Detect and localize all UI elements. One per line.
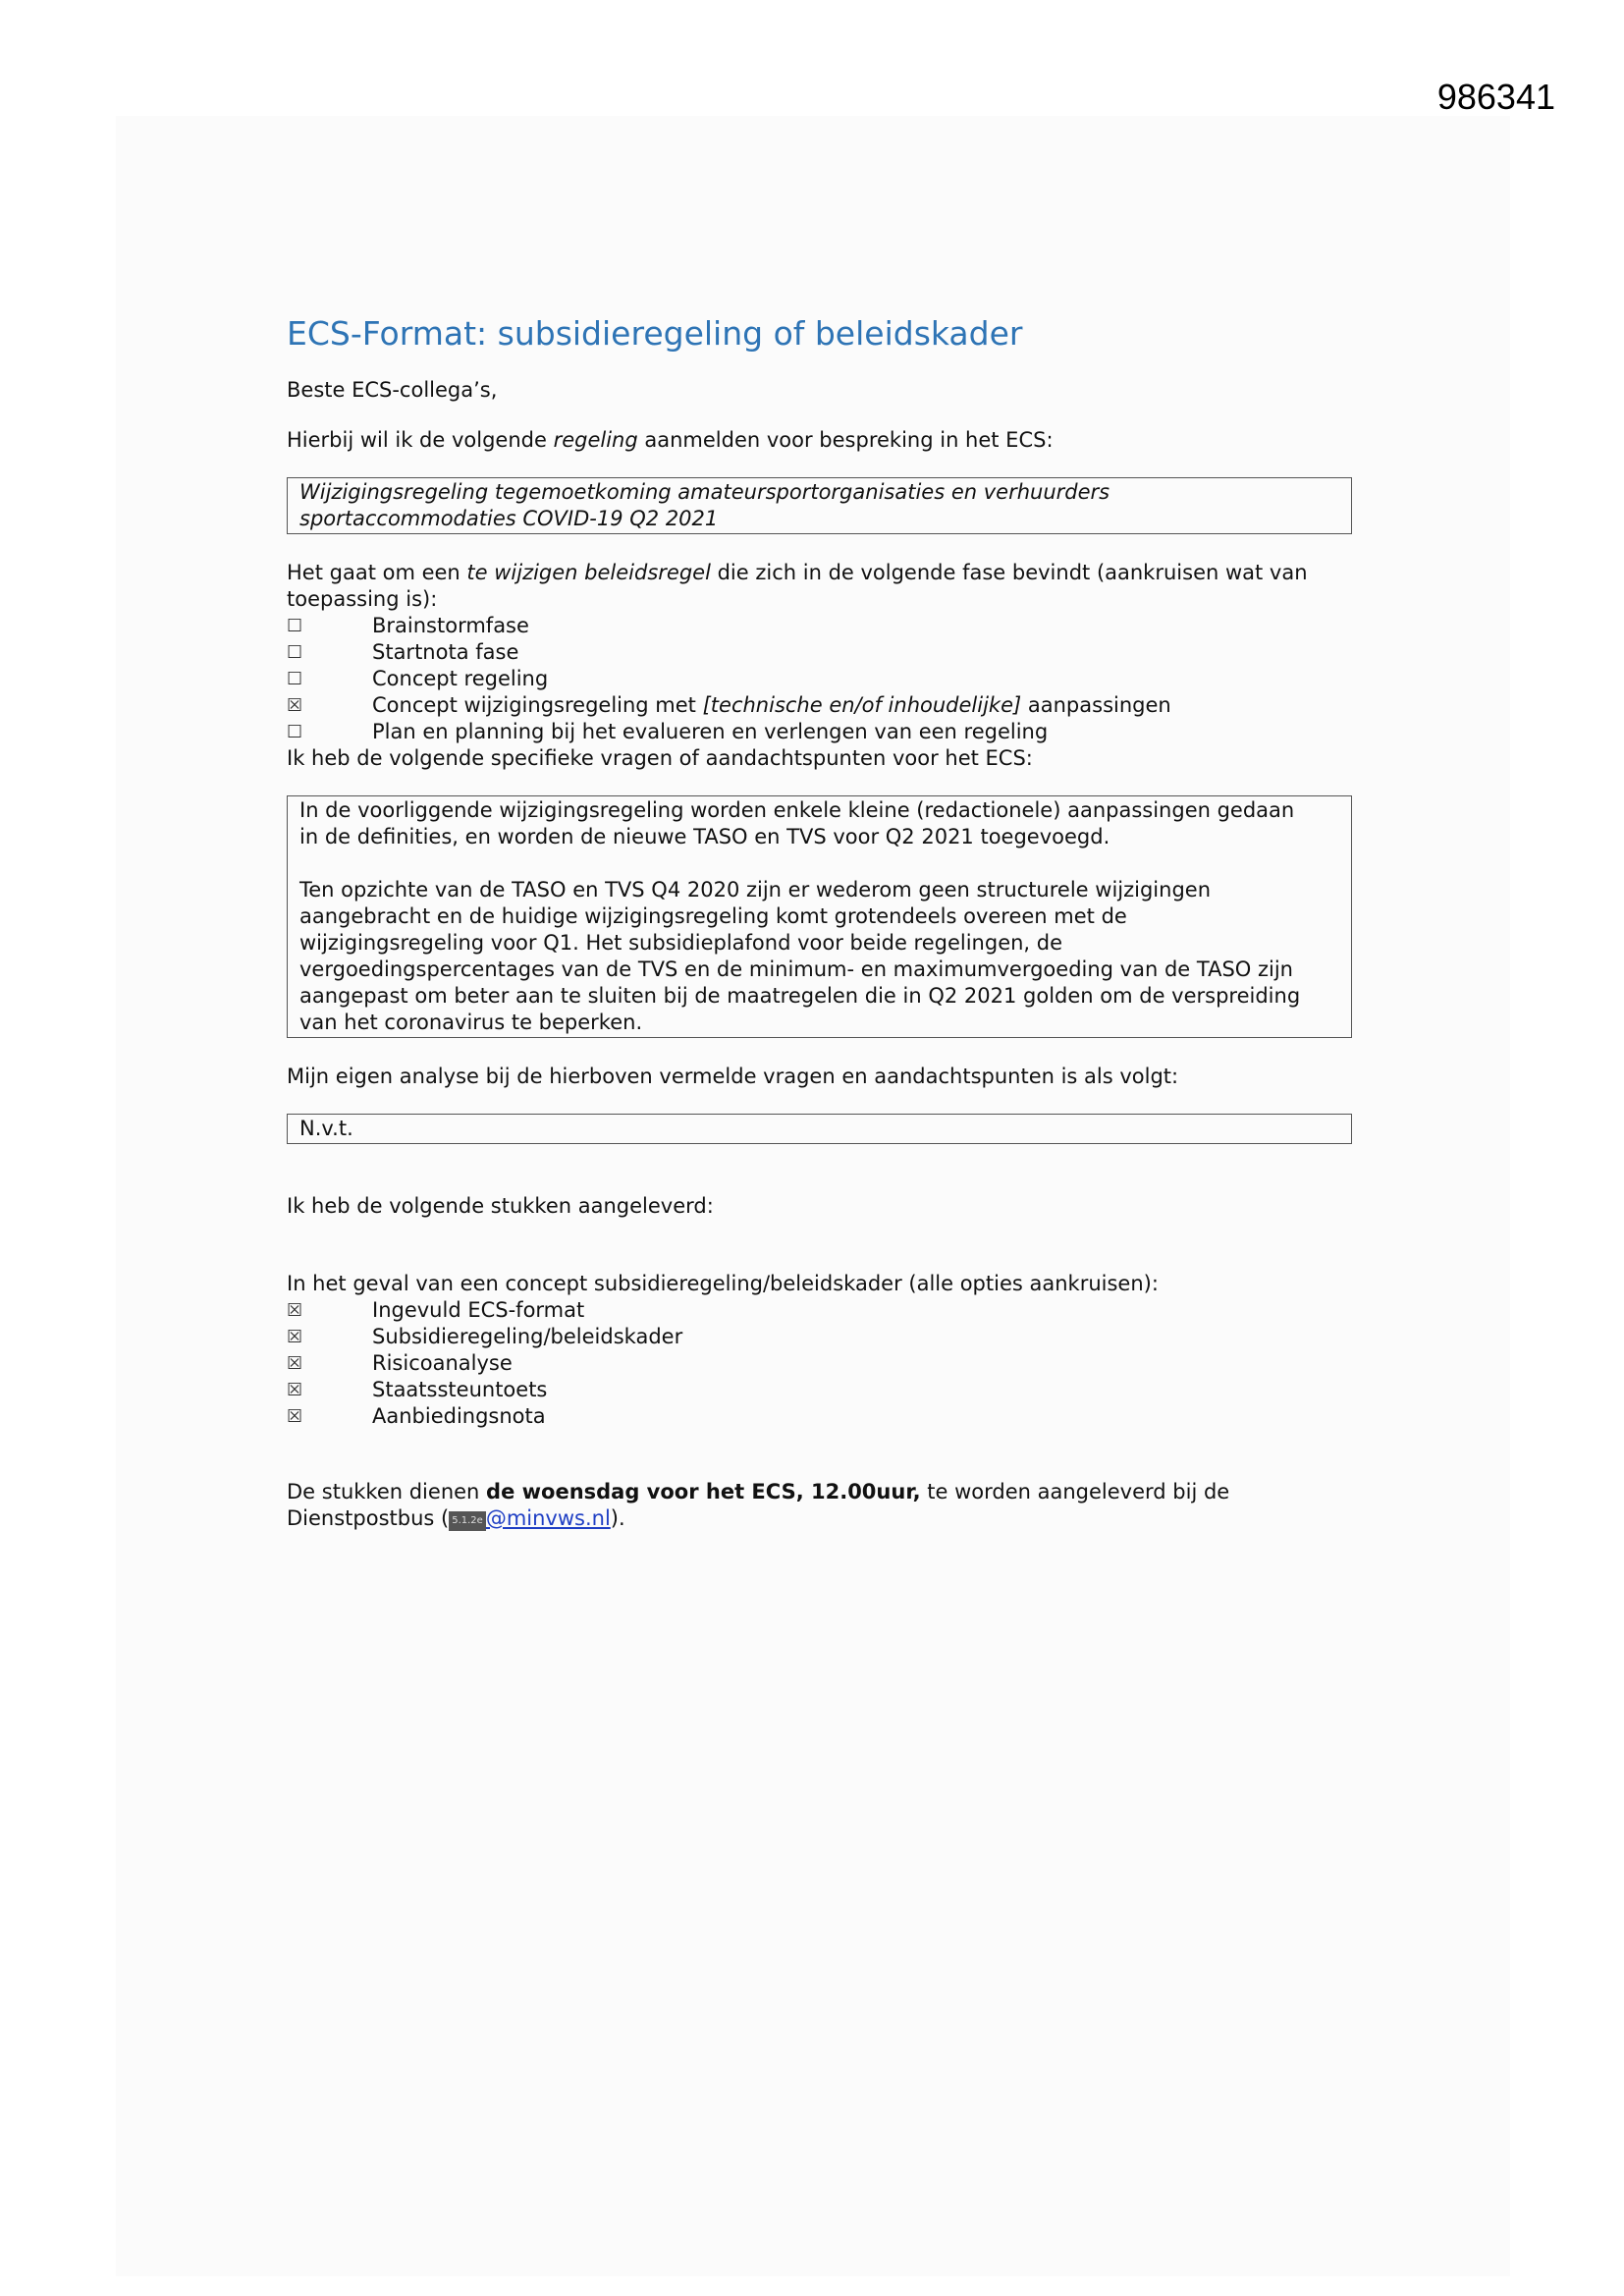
- checkbox-checked-icon[interactable]: ☒: [287, 1300, 303, 1321]
- phase-label: Plan en planning bij het evalueren en verlengen van een regeling: [372, 720, 1049, 743]
- deadline-after: te worden aangeleverd bij de: [920, 1480, 1230, 1503]
- list-item: [287, 639, 1352, 666]
- questions-intro: Ik heb de volgende specifieke vragen of aandachtspunten voor het ECS:: [287, 746, 1033, 770]
- phase-intro-before: Het gaat om een: [287, 561, 467, 584]
- regeling-title-line: Wijzigingsregeling tegemoetkoming amateursportorganisaties en verhuurders: [299, 480, 1110, 504]
- checkbox-checked-icon[interactable]: ☒: [287, 695, 303, 716]
- analysis-box: [287, 1114, 1352, 1144]
- intro-text-after: aanmelden voor bespreking in het ECS:: [637, 428, 1054, 452]
- list-item: [287, 1403, 1352, 1430]
- phase-label-after: aanpassingen: [1021, 693, 1171, 717]
- phase-intro: [287, 560, 1352, 613]
- regeling-title-line: sportaccommodaties COVID-19 Q2 2021: [299, 507, 719, 530]
- document-body: [287, 312, 1352, 1532]
- questions-line: in de definities, en worden de nieuwe TASO en TVS voor Q2 2021 toegevoegd.: [299, 825, 1110, 848]
- questions-line: In de voorliggende wijzigingsregeling worden enkele kleine (redactionele) aanpassingen gedaan: [299, 798, 1295, 822]
- deadline-line2-after: ).: [610, 1506, 625, 1530]
- analysis-answer: N.v.t.: [299, 1117, 353, 1140]
- checkbox-unchecked-icon[interactable]: ☐: [287, 669, 303, 689]
- questions-line: vergoedingspercentages van de TVS en de minimum- en maximumvergoeding van de TASO zijn: [299, 957, 1293, 981]
- document-number: 986341: [1436, 77, 1555, 117]
- list-item: [287, 1324, 1352, 1350]
- deadline-bold: de woensdag voor het ECS, 12.00uur,: [486, 1480, 921, 1503]
- greeting: Beste ECS-collega’s,: [287, 378, 498, 402]
- phase-label-emphasis: [technische en/of inhoudelijke]: [702, 693, 1022, 717]
- document-label: Aanbiedingsnota: [372, 1404, 546, 1428]
- questions-line: aangepast om beter aan te sluiten bij de maatregelen die in Q2 2021 golden om de verspreiding: [299, 984, 1301, 1008]
- phase-intro-emphasis: te wijzigen beleidsregel: [466, 561, 711, 584]
- document-label: Staatssteuntoets: [372, 1378, 548, 1401]
- questions-line: wijzigingsregeling voor Q1. Het subsidieplafond voor beide regelingen, de: [299, 931, 1063, 955]
- questions-line: Ten opzichte van de TASO en TVS Q4 2020 zijn er wederom geen structurele wijzigingen: [299, 878, 1211, 902]
- analysis-intro: Mijn eigen analyse bij de hierboven vermelde vragen en aandachtspunten is als volgt:: [287, 1065, 1179, 1088]
- intro-paragraph: [287, 427, 1352, 454]
- email-link[interactable]: @minvws.nl: [485, 1506, 611, 1530]
- document-label: Risicoanalyse: [372, 1351, 513, 1375]
- phase-label: Concept regeling: [372, 667, 549, 690]
- checkbox-unchecked-icon[interactable]: ☐: [287, 722, 303, 742]
- deadline-line2-before: Dienstpostbus (: [287, 1506, 450, 1530]
- list-item: [287, 613, 1352, 639]
- delivered-intro: Ik heb de volgende stukken aangeleverd:: [287, 1194, 714, 1218]
- questions-line: aangebracht en de huidige wijzigingsregeling komt grotendeels overeen met de: [299, 904, 1127, 928]
- deadline-paragraph: [287, 1479, 1352, 1532]
- questions-box: [287, 795, 1352, 1038]
- list-item: [287, 1377, 1352, 1403]
- phase-intro-line2: toepassing is):: [287, 587, 438, 611]
- phase-label-before: Concept wijzigingsregeling met: [372, 693, 703, 717]
- document-label: Ingevuld ECS-format: [372, 1298, 585, 1322]
- checkbox-unchecked-icon[interactable]: ☐: [287, 642, 303, 663]
- list-item: [287, 1350, 1352, 1377]
- questions-line: van het coronavirus te beperken.: [299, 1011, 643, 1034]
- documents-checklist: [287, 1297, 1352, 1430]
- checkbox-checked-icon[interactable]: ☒: [287, 1327, 303, 1347]
- concept-intro: In het geval van een concept subsidieregeling/beleidskader (alle opties aankruisen):: [287, 1272, 1159, 1295]
- phase-label: Brainstormfase: [372, 614, 529, 637]
- page-title: ECS-Format: subsidieregeling of beleidskader: [287, 314, 1023, 353]
- checkbox-unchecked-icon[interactable]: ☐: [287, 616, 303, 636]
- intro-text-before: Hierbij wil ik de volgende: [287, 428, 554, 452]
- checkbox-checked-icon[interactable]: ☒: [287, 1380, 303, 1400]
- phase-label: [372, 692, 1171, 719]
- redaction-mark: 5.1.2e: [449, 1511, 486, 1531]
- list-item: [287, 666, 1352, 692]
- document-label: Subsidieregeling/beleidskader: [372, 1325, 683, 1348]
- list-item: [287, 719, 1352, 745]
- phase-checklist: [287, 613, 1352, 745]
- checkbox-checked-icon[interactable]: ☒: [287, 1406, 303, 1427]
- intro-text-emphasis: regeling: [553, 428, 638, 452]
- list-item: [287, 1297, 1352, 1324]
- phase-label: Startnota fase: [372, 640, 519, 664]
- list-item: [287, 692, 1352, 719]
- regeling-title-box: [287, 477, 1352, 534]
- phase-intro-after: die zich in de volgende fase bevindt (aankruisen wat van: [710, 561, 1308, 584]
- checkbox-checked-icon[interactable]: ☒: [287, 1353, 303, 1374]
- deadline-before: De stukken dienen: [287, 1480, 487, 1503]
